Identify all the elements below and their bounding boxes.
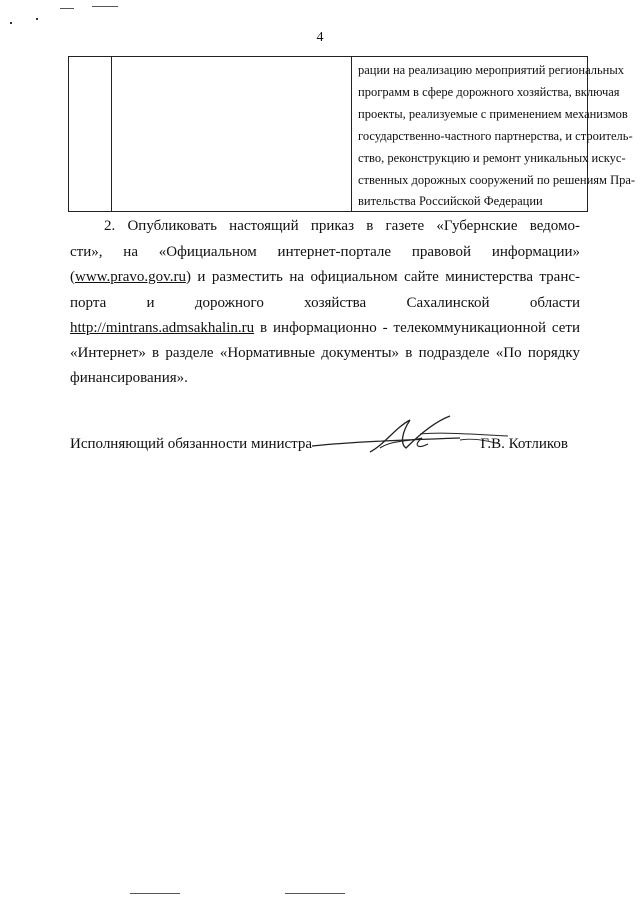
table-text-line: ство, реконструкцию и ремонт уникальных искус- <box>358 151 626 165</box>
signature-block <box>70 436 580 466</box>
paragraph-line <box>70 320 580 337</box>
table-fragment <box>68 56 636 212</box>
table-text-line: рации на реализацию мероприятий региональных <box>358 63 625 77</box>
paragraph-line: (www.pravo.gov.ru) и разместить на официальном сайте министерства транс- <box>70 269 580 285</box>
scan-artifact <box>60 8 74 9</box>
scan-artifact <box>92 6 118 7</box>
paragraph-line: сти», на «Официальном интернет-портале правовой информации» <box>70 244 580 260</box>
table-text-line: вительства Российской Федерации <box>358 194 543 208</box>
paragraph-line: «Интернет» в разделе «Нормативные документы» в подразделе «По порядку <box>70 345 580 361</box>
scan-artifact <box>130 893 180 894</box>
table-text-line: программ в сфере дорожного хозяйства, включая <box>358 85 620 99</box>
table-cell-name <box>111 57 352 211</box>
mintrans-link[interactable]: http://mintrans.admsakhalin.ru <box>70 320 255 336</box>
paragraph-text: ) и разместить на официальном сайте министерства транс- <box>185 269 580 285</box>
scan-artifact <box>36 18 38 20</box>
position-label: Исполняющий обязанности министра <box>70 436 313 452</box>
paragraph-text: в информационно - телекоммуникационной сети <box>254 320 580 336</box>
scan-artifact <box>10 22 12 24</box>
scan-artifact <box>285 893 345 894</box>
paragraph-line: 2. Опубликовать настоящий приказ в газете «Губернские ведомо- <box>104 218 580 234</box>
pravo-link[interactable]: www.pravo.gov.ru <box>75 269 186 285</box>
table-text-line: проекты, реализуемые с применением механизмов <box>358 107 628 121</box>
page-number: 4 <box>316 30 324 45</box>
table-text-line: государственно-частного партнерства, и строитель- <box>358 129 633 143</box>
paragraph-line: порта и дорожного хозяйства Сахалинской области <box>70 295 580 311</box>
paragraph-line: финансирования». <box>70 370 188 386</box>
table-cell-number <box>69 57 112 211</box>
signatory-name: Г.В. Котликов <box>480 436 568 452</box>
table-text-line: ственных дорожных сооружений по решениям Пра- <box>358 173 636 187</box>
table-cell-description <box>352 57 636 211</box>
